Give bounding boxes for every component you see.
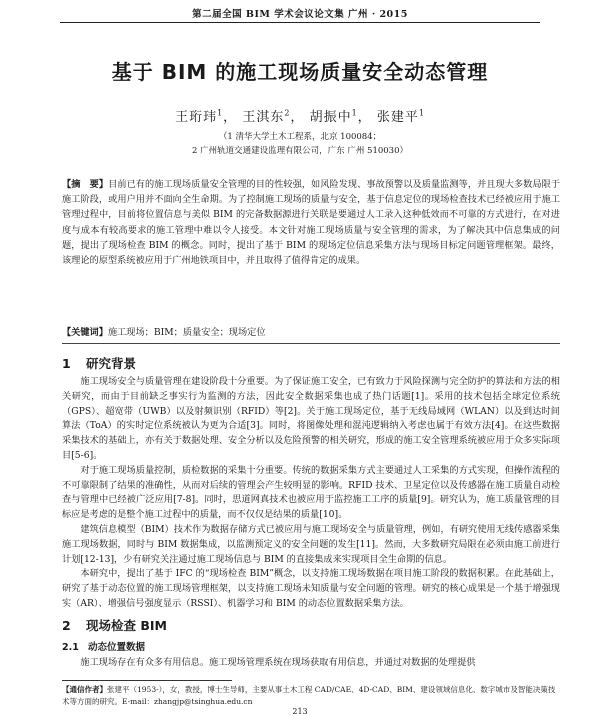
affiliation-line: 2 广州轨道交通建设监理有限公司，广东 广州 510030） — [192, 146, 408, 156]
author-name: 胡振中 — [309, 110, 352, 125]
keywords-text: 施工现场；BIM；质量安全；现场定位 — [107, 327, 266, 338]
author-name: 张建平 — [376, 110, 419, 125]
footnote-label: 【通信作者】 — [62, 685, 107, 694]
abstract-text: 目前已有的施工现场质量安全管理的目的性较强，如风险发现、事故预警以及质量监测等，并且现大多数局限于施工阶段，或用户用并不面向全生命期。为了控制施工现场的质量与安全，基于信息定位的现场检查技术已经被应用于施工管理过程中，目前将位置信息与美似 BIM 的完备数据源进行关联是要通过人工录入这种低效而不可靠的方式进行，在对进度与成本有较高要求的施工管理中难以令人接受。本文针对施工现场质量与安全管理的需求，为了解决其中信息集成的问题，提出了现场检查 BIM 的概念。同时，提出了基于 BIM 的现场定位信息采集方法与现场目标定问题管理框架。最终，该理论的原型系统被应用于广州地铁项目中，并且取得了值得肯定的成果。 — [62, 179, 561, 267]
section-title: 现场检查 BIM — [86, 618, 167, 633]
author-affiliation-mark: 2 — [284, 108, 291, 118]
subsection-title: 动态位置数据 — [88, 642, 146, 653]
keywords-label: 【关键词】 — [62, 327, 108, 338]
author-list: 王珩玮$^1$， 王淇东$^2$， 胡振中$^1$， 张建平$^1$ — [175, 108, 425, 125]
keywords-divider — [62, 343, 560, 344]
section-body — [62, 375, 560, 612]
section-title: 研究背景 — [86, 356, 137, 371]
subsection-heading — [62, 639, 145, 653]
page-number: 213 — [292, 707, 308, 716]
affiliation-line: （1 清华大学土木工程系，北京 100084； — [218, 132, 382, 142]
footnote-text: 张建平（1953-），女，教授，博士生导师，主要从事土木工程 CAD/CAE、4D-CAD、BIM、建设领域信息化、数字城市及智能决策技术等方面的研究。E-mail：zhangjp@tsinghua.edu.cn — [62, 685, 556, 706]
section-number: 2 — [62, 618, 71, 633]
body-paragraph: 施工现场存在有众多有用信息。施工现场管理系统在现场获取有用信息，并通过对数据的处理提供 — [80, 657, 476, 668]
footnote-divider — [62, 680, 232, 681]
section-number: 1 — [62, 356, 71, 371]
running-header: 第二届全国 BIM 学术会议论文集 广州 · 2015 — [192, 9, 408, 20]
abstract — [62, 177, 560, 268]
subsection-number: 2.1 — [62, 642, 79, 653]
body-paragraph: 本研究中，提出了基于 IFC 的“现场检查 BIM”概念，以支持施工现场数据在项目施工阶段的数据积累。在此基础上，研究了基于动态位置的施工现场管理框架，以支持施工现场未知质量与安全问题的管理。研究的核心成果是一个基于增强现实（AR）、增强信号强度显示（RSSI）、机器学习和 BIM 的动态位置数据采集方法。 — [62, 568, 560, 609]
author-footnote — [62, 684, 560, 708]
paper-title: 基于 BIM 的施工现场质量安全动态管理 — [111, 60, 489, 84]
author-affiliation-mark: 1 — [418, 108, 425, 118]
section-heading — [62, 354, 136, 372]
author-name: 王淇东 — [242, 110, 285, 125]
body-paragraph: 施工现场安全与质量管理在建设阶段十分重要。为了保证施工安全，已有致力于风险探测与完全防护的算法和方法的相关研究，而由于目前缺乏事实行为监测的方法，因此安全数据采集也成了热门话题[1]。采用的技术包括全球定位系统（GPS）、超宽带（UWB）以及射频识别（RFID）等[2]。关于施工现场定位，基于无线局域网（WLAN）以及到达时间算法（ToA）的实时定位系统被认为更为合适[3]。同时，将图像处理和混沌逻辑纳入考虑也属于有效方法[4]。在这些数据采集技术的基础上，亦有关于数据处理、安全分析以及危险预警的相关研究，形成的施工安全管理系统被应用于众多实际项目[5-6]。 — [62, 376, 560, 461]
subsection-body — [62, 656, 560, 671]
author-affiliation-mark: 1 — [351, 108, 358, 118]
body-paragraph: 建筑信息模型（BIM）技术作为数据存储方式已被应用与施工现场安全与质量管理，例如，有研究使用无线传感器采集施工现场数据，同时与 BIM 数据集成，以监测预定义的安全问题的发生[11]。然而，大多数研究局限在必须由施工前进行计划[12-13]，少有研究关注通过施工现场信息与 BIM 的直接集成来实现项目全生命期的信息。 — [62, 523, 560, 565]
abstract-label: 【摘 要】 — [62, 179, 109, 190]
keywords — [62, 324, 560, 338]
author-name: 王珩玮 — [175, 110, 218, 125]
header-divider — [60, 22, 540, 23]
section-heading — [62, 616, 167, 634]
author-affiliation-mark: 1 — [217, 108, 224, 118]
body-paragraph: 对于施工现场质量控制，质检数据的采集十分重要。传统的数据采集方式主要通过人工采集的方式实现，但操作流程的不可靠限制了结果的准确性，从而对后续的管理会产生较明显的影响。RFID 技术、卫星定位以及传感器在施工质量自动检查与管理中已经被广泛应用[7-8]。同时，思道网真技术也被应用于监控施工工序的质量[9]。研究认为，施工质量管理的目标应是考虑的是整个施工过程中的质量，而不仅仅是结果的质量[10]。 — [62, 464, 560, 521]
